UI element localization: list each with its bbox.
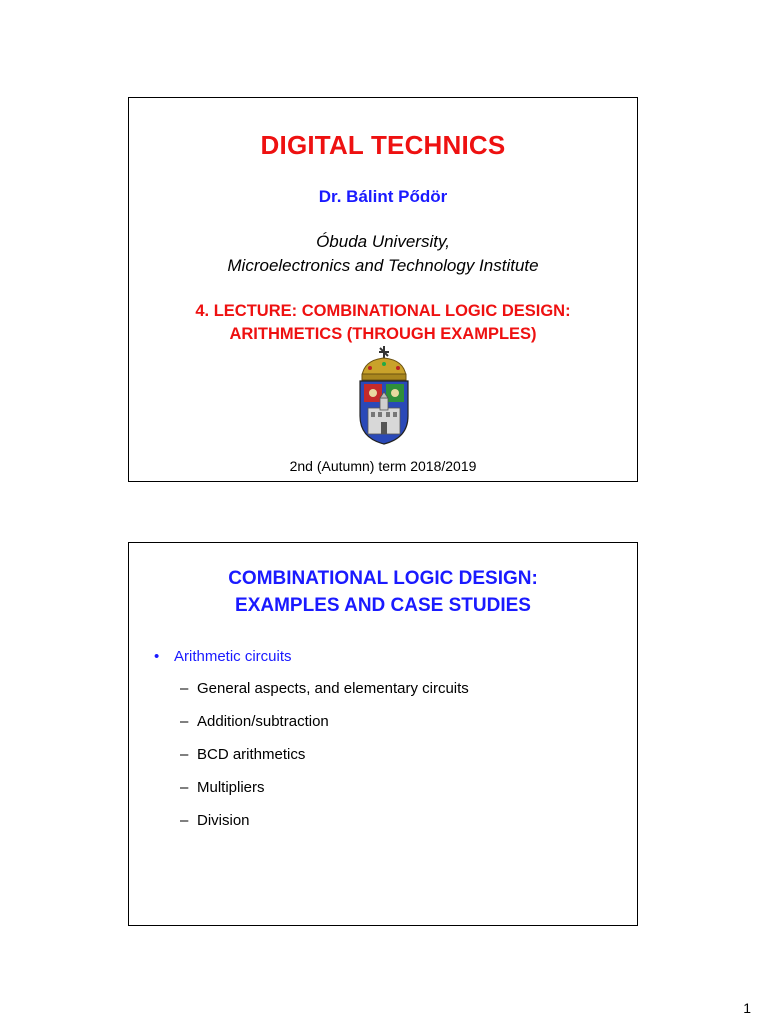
- sub-item-text: Division: [197, 812, 250, 829]
- slide-title: DIGITAL TECHNICS: [260, 130, 506, 160]
- list-item: [154, 779, 469, 812]
- contents-title-line-1: COMBINATIONAL LOGIC DESIGN:: [228, 568, 538, 589]
- dash-icon: –: [180, 746, 189, 763]
- lecture-title: [129, 300, 637, 346]
- contents-list: [154, 648, 469, 845]
- author-name: Dr. Bálint Pődör: [318, 187, 448, 206]
- sub-item-text: Multipliers: [197, 779, 265, 796]
- list-item: [154, 680, 469, 713]
- bullet-text: Arithmetic circuits: [174, 648, 292, 665]
- dash-icon: –: [180, 680, 189, 697]
- page-number: 1: [743, 1000, 751, 1016]
- lecture-title-line-1: 4. LECTURE: COMBINATIONAL LOGIC DESIGN:: [195, 302, 571, 320]
- dash-icon: –: [180, 713, 189, 730]
- dash-icon: –: [180, 779, 189, 796]
- list-item: [154, 746, 469, 779]
- university-coat-of-arms-icon: [356, 346, 412, 446]
- dash-icon: –: [180, 812, 189, 829]
- list-item: [154, 812, 469, 845]
- bullet-icon: •: [154, 648, 160, 665]
- sub-item-text: General aspects, and elementary circuits: [197, 680, 469, 697]
- institution: [129, 230, 637, 278]
- contents-title: [129, 565, 637, 619]
- title-slide: [128, 97, 638, 482]
- institution-line-2: Microelectronics and Technology Institute: [227, 256, 539, 275]
- list-item: [154, 648, 469, 680]
- lecture-title-line-2: ARITHMETICS (THROUGH EXAMPLES): [229, 325, 537, 343]
- list-item: [154, 713, 469, 746]
- sub-item-text: Addition/subtraction: [197, 713, 329, 730]
- contents-slide: [128, 542, 638, 926]
- term-label: 2nd (Autumn) term 2018/2019: [289, 458, 477, 474]
- institution-line-1: Óbuda University,: [316, 232, 450, 251]
- contents-title-line-2: EXAMPLES AND CASE STUDIES: [235, 595, 531, 616]
- sub-item-text: BCD arithmetics: [197, 746, 306, 763]
